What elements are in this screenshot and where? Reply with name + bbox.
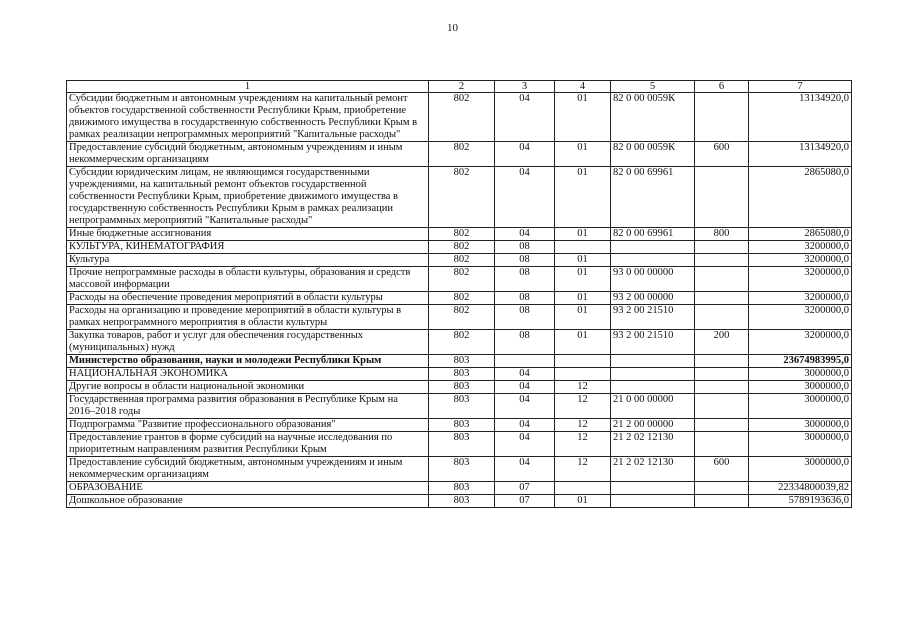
header-cell: 1 — [67, 81, 429, 93]
row-subsection-code-cell — [555, 355, 611, 368]
row-expense-type-cell — [695, 482, 749, 495]
row-subsection-code-cell — [555, 482, 611, 495]
row-section-code-cell: 04 — [495, 142, 555, 167]
row-subsection-code-cell: 12 — [555, 457, 611, 482]
row-expense-type-cell — [695, 495, 749, 508]
row-gr-code-cell: 803 — [429, 419, 495, 432]
row-subsection-code-cell: 12 — [555, 419, 611, 432]
table-row — [67, 167, 852, 228]
row-amount-cell: 13134920,0 — [749, 142, 852, 167]
row-target-article-cell — [611, 495, 695, 508]
row-section-code-cell: 04 — [495, 432, 555, 457]
header-row — [67, 81, 852, 93]
header-cell: 5 — [611, 81, 695, 93]
row-gr-code-cell: 802 — [429, 241, 495, 254]
table-row — [67, 292, 852, 305]
row-subsection-code-cell: 01 — [555, 267, 611, 292]
table-body — [67, 93, 852, 508]
row-name-cell: Расходы на обеспечение проведения мероприятий в области культуры — [67, 292, 429, 305]
row-amount-cell: 3200000,0 — [749, 254, 852, 267]
row-name-cell: Подпрограмма "Развитие профессионального образования" — [67, 419, 429, 432]
row-subsection-code-cell — [555, 241, 611, 254]
row-gr-code-cell: 802 — [429, 228, 495, 241]
row-gr-code-cell: 803 — [429, 495, 495, 508]
row-expense-type-cell: 600 — [695, 142, 749, 167]
row-amount-cell: 22334800039,82 — [749, 482, 852, 495]
row-section-code-cell: 07 — [495, 482, 555, 495]
header-cell: 4 — [555, 81, 611, 93]
row-section-code-cell: 04 — [495, 93, 555, 142]
row-amount-cell: 2865080,0 — [749, 167, 852, 228]
row-name-cell: Прочие непрограммные расходы в области культуры, образования и средств массовой информации — [67, 267, 429, 292]
row-expense-type-cell — [695, 381, 749, 394]
row-subsection-code-cell: 01 — [555, 167, 611, 228]
row-target-article-cell: 21 0 00 00000 — [611, 394, 695, 419]
row-subsection-code-cell: 01 — [555, 292, 611, 305]
table-row — [67, 419, 852, 432]
row-expense-type-cell — [695, 305, 749, 330]
row-amount-cell: 3000000,0 — [749, 432, 852, 457]
row-subsection-code-cell — [555, 368, 611, 381]
table-row — [67, 355, 852, 368]
row-amount-cell: 23674983995,0 — [749, 355, 852, 368]
row-expense-type-cell — [695, 93, 749, 142]
table-row — [67, 305, 852, 330]
row-section-code-cell: 08 — [495, 241, 555, 254]
row-gr-code-cell: 803 — [429, 457, 495, 482]
row-amount-cell: 3000000,0 — [749, 394, 852, 419]
row-target-article-cell: 82 0 00 0059К — [611, 142, 695, 167]
row-amount-cell: 3200000,0 — [749, 267, 852, 292]
row-gr-code-cell: 803 — [429, 482, 495, 495]
row-gr-code-cell: 802 — [429, 292, 495, 305]
row-target-article-cell: 93 2 00 21510 — [611, 330, 695, 355]
header-cell: 2 — [429, 81, 495, 93]
row-section-code-cell: 04 — [495, 368, 555, 381]
row-section-code-cell: 08 — [495, 305, 555, 330]
row-target-article-cell — [611, 381, 695, 394]
row-expense-type-cell: 600 — [695, 457, 749, 482]
row-target-article-cell — [611, 241, 695, 254]
row-gr-code-cell: 803 — [429, 355, 495, 368]
row-section-code-cell: 08 — [495, 254, 555, 267]
row-subsection-code-cell: 01 — [555, 495, 611, 508]
row-target-article-cell — [611, 355, 695, 368]
row-target-article-cell: 93 2 00 00000 — [611, 292, 695, 305]
page-number: 10 — [447, 22, 458, 34]
row-name-cell: Иные бюджетные ассигнования — [67, 228, 429, 241]
row-amount-cell: 3200000,0 — [749, 305, 852, 330]
row-section-code-cell: 04 — [495, 228, 555, 241]
row-expense-type-cell — [695, 419, 749, 432]
row-name-cell: Предоставление грантов в форме субсидий на научные исследования по приоритетным направлениям развития Республики Крым — [67, 432, 429, 457]
header-cell: 6 — [695, 81, 749, 93]
row-gr-code-cell: 802 — [429, 330, 495, 355]
row-gr-code-cell: 802 — [429, 93, 495, 142]
table-row — [67, 142, 852, 167]
table-row — [67, 381, 852, 394]
row-name-cell: Предоставление субсидий бюджетным, автономным учреждениям и иным некоммерческим организациям — [67, 457, 429, 482]
row-amount-cell: 3200000,0 — [749, 241, 852, 254]
row-amount-cell: 13134920,0 — [749, 93, 852, 142]
row-subsection-code-cell: 01 — [555, 228, 611, 241]
table-row — [67, 432, 852, 457]
row-expense-type-cell — [695, 241, 749, 254]
table-row — [67, 254, 852, 267]
row-subsection-code-cell: 01 — [555, 330, 611, 355]
row-section-code-cell: 04 — [495, 381, 555, 394]
table-row — [67, 394, 852, 419]
row-expense-type-cell — [695, 267, 749, 292]
row-gr-code-cell: 802 — [429, 167, 495, 228]
row-target-article-cell — [611, 482, 695, 495]
row-expense-type-cell — [695, 394, 749, 419]
row-target-article-cell: 82 0 00 0059К — [611, 93, 695, 142]
table-row — [67, 368, 852, 381]
row-gr-code-cell: 803 — [429, 394, 495, 419]
row-subsection-code-cell: 01 — [555, 93, 611, 142]
header-cell: 3 — [495, 81, 555, 93]
table-row — [67, 241, 852, 254]
row-gr-code-cell: 802 — [429, 254, 495, 267]
row-amount-cell: 3000000,0 — [749, 419, 852, 432]
row-gr-code-cell: 803 — [429, 381, 495, 394]
row-target-article-cell: 93 0 00 00000 — [611, 267, 695, 292]
row-name-cell: Закупка товаров, работ и услуг для обеспечения государственных (муниципальных) нужд — [67, 330, 429, 355]
row-amount-cell: 3200000,0 — [749, 330, 852, 355]
row-expense-type-cell — [695, 368, 749, 381]
row-target-article-cell — [611, 254, 695, 267]
row-expense-type-cell — [695, 292, 749, 305]
row-amount-cell: 3000000,0 — [749, 457, 852, 482]
row-target-article-cell: 21 2 00 00000 — [611, 419, 695, 432]
row-target-article-cell: 82 0 00 69961 — [611, 167, 695, 228]
row-gr-code-cell: 803 — [429, 368, 495, 381]
budget-table — [66, 80, 852, 508]
table-row — [67, 93, 852, 142]
header-cell: 7 — [749, 81, 852, 93]
row-section-code-cell: 08 — [495, 330, 555, 355]
row-subsection-code-cell: 12 — [555, 432, 611, 457]
row-gr-code-cell: 803 — [429, 432, 495, 457]
row-name-cell: Дошкольное образование — [67, 495, 429, 508]
row-section-code-cell — [495, 355, 555, 368]
row-target-article-cell: 21 2 02 12130 — [611, 457, 695, 482]
row-target-article-cell — [611, 368, 695, 381]
row-target-article-cell: 93 2 00 21510 — [611, 305, 695, 330]
row-amount-cell: 3200000,0 — [749, 292, 852, 305]
row-expense-type-cell — [695, 355, 749, 368]
table-row — [67, 482, 852, 495]
row-name-cell: Предоставление субсидий бюджетным, автономным учреждениям и иным некоммерческим организациям — [67, 142, 429, 167]
table-row — [67, 267, 852, 292]
row-target-article-cell: 82 0 00 69961 — [611, 228, 695, 241]
row-section-code-cell: 04 — [495, 394, 555, 419]
row-name-cell: НАЦИОНАЛЬНАЯ ЭКОНОМИКА — [67, 368, 429, 381]
row-amount-cell: 3000000,0 — [749, 381, 852, 394]
row-expense-type-cell — [695, 167, 749, 228]
row-expense-type-cell — [695, 432, 749, 457]
row-name-cell: Расходы на организацию и проведение мероприятий в области культуры в рамках непрограммного мероприятия в области культуры — [67, 305, 429, 330]
row-gr-code-cell: 802 — [429, 305, 495, 330]
row-target-article-cell: 21 2 02 12130 — [611, 432, 695, 457]
table-row — [67, 457, 852, 482]
row-section-code-cell: 08 — [495, 267, 555, 292]
table-row — [67, 330, 852, 355]
row-name-cell: Субсидии бюджетным и автономным учреждениям на капитальный ремонт объектов государственной собственности Республики Крым, приобретение движимого имущества в государственную собственность Республики Крым в рамках реализации непрограммных мероприятий "Капитальные расходы" — [67, 93, 429, 142]
row-name-cell: Субсидии юридическим лицам, не являющимся государственными учреждениями, на капитальный ремонт объектов государственной собственности Республики Крым, приобретение движимого имущества в государственную собственность Республики Крым в рамках реализации непрограммных мероприятий "Капитальные расходы" — [67, 167, 429, 228]
row-subsection-code-cell: 12 — [555, 381, 611, 394]
row-section-code-cell: 04 — [495, 419, 555, 432]
row-subsection-code-cell: 01 — [555, 142, 611, 167]
row-name-cell: Государственная программа развития образования в Республике Крым на 2016–2018 годы — [67, 394, 429, 419]
row-section-code-cell: 04 — [495, 167, 555, 228]
row-gr-code-cell: 802 — [429, 267, 495, 292]
row-subsection-code-cell: 01 — [555, 254, 611, 267]
row-amount-cell: 3000000,0 — [749, 368, 852, 381]
row-section-code-cell: 07 — [495, 495, 555, 508]
row-name-cell: Министерство образования, науки и молодежи Республики Крым — [67, 355, 429, 368]
row-expense-type-cell: 800 — [695, 228, 749, 241]
row-subsection-code-cell: 01 — [555, 305, 611, 330]
table-row — [67, 495, 852, 508]
row-gr-code-cell: 802 — [429, 142, 495, 167]
row-amount-cell: 5789193636,0 — [749, 495, 852, 508]
row-section-code-cell: 08 — [495, 292, 555, 305]
row-name-cell: Культура — [67, 254, 429, 267]
row-subsection-code-cell: 12 — [555, 394, 611, 419]
row-amount-cell: 2865080,0 — [749, 228, 852, 241]
row-expense-type-cell: 200 — [695, 330, 749, 355]
row-name-cell: Другие вопросы в области национальной экономики — [67, 381, 429, 394]
row-section-code-cell: 04 — [495, 457, 555, 482]
row-expense-type-cell — [695, 254, 749, 267]
row-name-cell: КУЛЬТУРА, КИНЕМАТОГРАФИЯ — [67, 241, 429, 254]
table-row — [67, 228, 852, 241]
row-name-cell: ОБРАЗОВАНИЕ — [67, 482, 429, 495]
